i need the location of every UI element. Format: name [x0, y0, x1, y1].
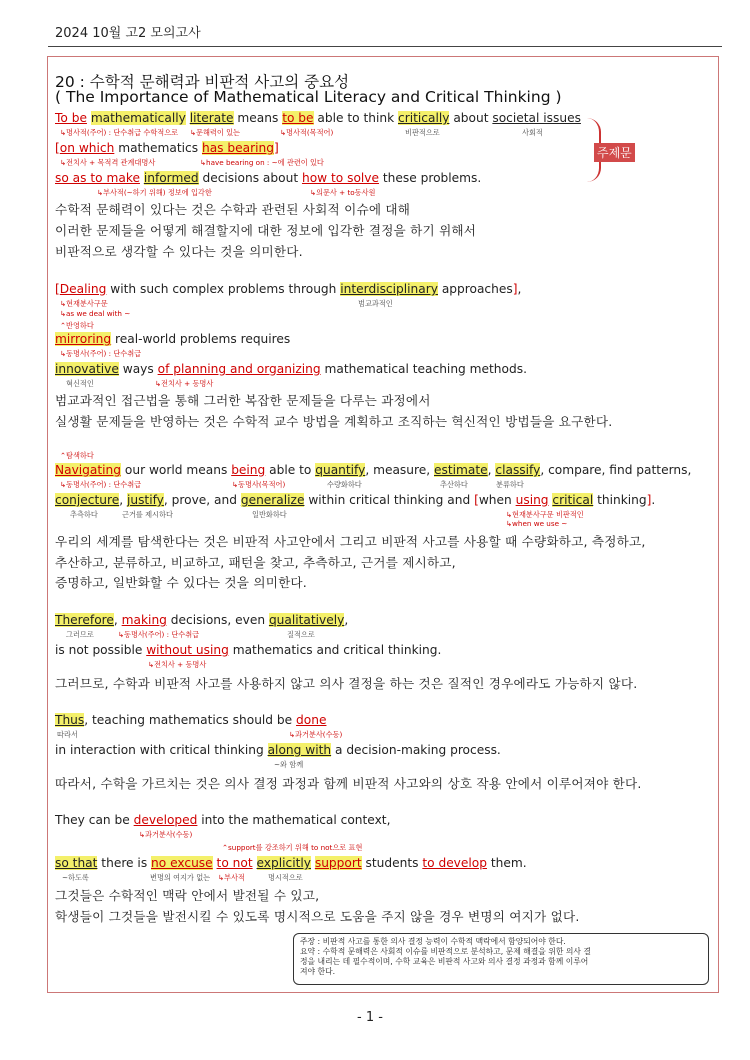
english-line-7: Navigating our world means being able to quantify, measure, estimate, classify, compare, find patterns, — [55, 463, 692, 477]
english-line-2: [on which mathematics has bearing] — [55, 141, 279, 155]
korean-line-10: 따라서, 수학을 가르치는 것은 의사 결정 과정과 함께 비판적 사고와의 상호 작용 안에서 이루어져야 한다. — [55, 776, 642, 791]
title-english: ( The Importance of Mathematical Literacy and Critical Thinking ) — [55, 88, 562, 106]
korean-line-2: 이러한 문제들을 어떻게 해결할지에 대한 정보에 입각한 결정을 하기 위해서 — [55, 223, 477, 238]
english-line-10: is not possible without using mathematics and critical thinking. — [55, 643, 442, 657]
korean-line-4: 범교과적인 접근법을 통해 그러한 복잡한 문제들을 다루는 과정에서 — [55, 393, 431, 408]
summary-box — [293, 933, 709, 985]
theme-label: 주제문 — [594, 143, 635, 162]
korean-line-6: 우리의 세계를 탐색한다는 것은 비판적 사고안에서 그리고 비판적 사고를 사용할 때 수량화하고, 측정하고, — [55, 534, 646, 549]
header-rule — [48, 46, 722, 47]
korean-line-3: 비판적으로 생각할 수 있다는 것을 의미한다. — [55, 244, 303, 259]
korean-line-8: 증명하고, 일반화할 수 있다는 것을 의미한다. — [55, 575, 308, 590]
english-line-13: They can be developed into the mathematical context, — [55, 813, 391, 827]
english-line-4: [Dealing with such complex problems through interdisciplinary approaches], — [55, 282, 522, 296]
title-korean: 20 : 수학적 문해력과 비판적 사고의 중요성 — [55, 73, 350, 91]
korean-line-5: 실생활 문제들을 반영하는 것은 수학적 교수 방법을 계획하고 조직하는 혁신적인 방법들을 요구한다. — [55, 414, 613, 429]
english-line-5: mirroring real-world problems requires — [55, 332, 291, 346]
korean-line-9: 그러므로, 수학과 비판적 사고를 사용하지 않고 의사 결정을 하는 것은 질적인 경우에라도 가능하지 않다. — [55, 676, 638, 691]
english-line-1: To be mathematically literate means to be able to think critically about societal issues — [55, 111, 581, 125]
korean-line-12: 학생들이 그것들을 발전시킬 수 있도록 명시적으로 도움을 주지 않을 경우 변명의 여지가 없다. — [55, 909, 580, 924]
english-line-12: in interaction with critical thinking along with a decision-making process. — [55, 743, 501, 757]
summary-line-2: 요약 : 수학적 문해력은 사회적 이슈를 비판적으로 분석하고, 문제 해결을 위한 의사 결 — [300, 947, 591, 956]
english-line-9: Therefore, making decisions, even qualitatively, — [55, 613, 349, 627]
english-line-8: conjecture, justify, prove, and generalize within critical thinking and [when using critical thinking]. — [55, 493, 656, 507]
korean-line-1: 수학적 문해력이 있다는 것은 수학과 관련된 사회적 이슈에 대해 — [55, 202, 411, 217]
summary-line-3: 정을 내리는 데 필수적이며, 수학 교육은 비판적 사고와 의사 결정 과정과 함께 이루어 — [300, 957, 589, 966]
summary-claim: 주장 : 비판적 사고를 통한 의사 결정 능력이 수학적 맥락에서 함양되어야 한다. — [300, 937, 566, 946]
english-line-6: innovative ways of planning and organizing mathematical teaching methods. — [55, 362, 527, 376]
summary-line-4: 져야 한다. — [300, 967, 336, 976]
exam-header: 2024 10월 고2 모의고사 — [55, 26, 201, 41]
page-number: - 1 - — [357, 1010, 383, 1025]
english-line-14: so that there is no excuse to not explicitly support students to develop them. — [55, 856, 527, 870]
english-line-11: Thus, teaching mathematics should be done — [55, 713, 327, 727]
english-line-3: so as to make informed decisions about how to solve these problems. — [55, 171, 482, 185]
korean-line-11: 그것들은 수학적인 맥락 안에서 발전될 수 있고, — [55, 888, 320, 903]
korean-line-7: 추산하고, 분류하고, 비교하고, 패턴을 찾고, 추측하고, 근거를 제시하고, — [55, 555, 456, 570]
